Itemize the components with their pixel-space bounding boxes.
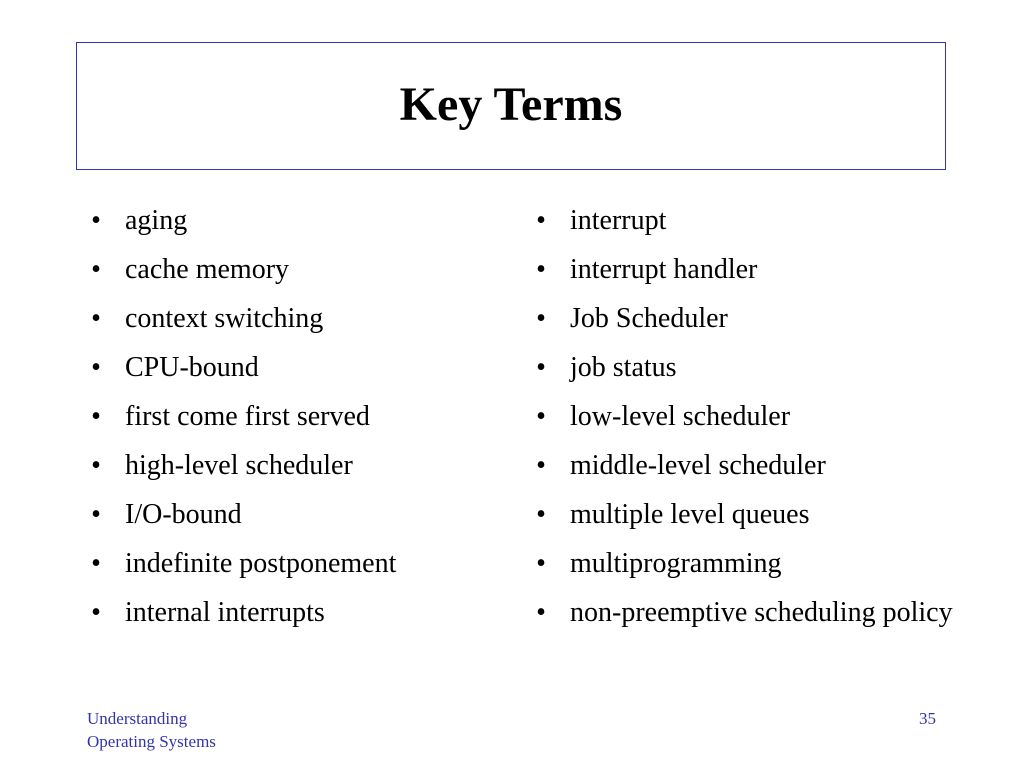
bullet-icon: • <box>536 499 546 530</box>
bullet-icon: • <box>91 499 101 530</box>
list-item <box>531 592 971 633</box>
bullet-icon: • <box>536 597 546 628</box>
term-text: middle-level scheduler <box>570 450 826 481</box>
bullet-icon: • <box>91 450 101 481</box>
list-item <box>531 249 971 290</box>
bullet-icon: • <box>91 548 101 579</box>
term-text: internal interrupts <box>125 597 325 628</box>
term-text: context switching <box>125 303 324 334</box>
list-item <box>531 445 971 486</box>
list-item <box>86 249 506 290</box>
list-item <box>531 396 971 437</box>
bullet-icon: • <box>536 548 546 579</box>
footer-line-2: Operating Systems <box>87 732 216 751</box>
term-text: multiple level queues <box>570 499 810 530</box>
term-text: job status <box>570 352 677 383</box>
left-term-list <box>86 200 506 641</box>
term-text: multiprogramming <box>570 548 782 579</box>
list-item <box>531 298 971 339</box>
slide-title: Key Terms <box>399 78 623 131</box>
list-item <box>86 347 506 388</box>
list-item <box>531 347 971 388</box>
term-text: I/O-bound <box>125 499 242 530</box>
list-item <box>86 543 506 584</box>
term-text: Job Scheduler <box>570 303 728 334</box>
page-number: 35 <box>919 709 936 728</box>
term-text: non-preemptive scheduling policy <box>570 597 953 628</box>
list-item <box>531 200 971 241</box>
title-box <box>76 42 946 170</box>
bullet-icon: • <box>536 303 546 334</box>
term-text: cache memory <box>125 254 290 285</box>
list-item <box>86 200 506 241</box>
bullet-icon: • <box>91 401 101 432</box>
bullet-icon: • <box>536 450 546 481</box>
bullet-icon: • <box>536 205 546 236</box>
term-text: CPU-bound <box>125 352 259 383</box>
bullet-icon: • <box>91 303 101 334</box>
term-text: indefinite postponement <box>125 548 397 579</box>
term-text: interrupt <box>570 205 667 236</box>
term-text: aging <box>125 205 188 236</box>
term-text: low-level scheduler <box>570 401 791 432</box>
bullet-icon: • <box>91 254 101 285</box>
list-item <box>86 592 506 633</box>
term-text: high-level scheduler <box>125 450 353 481</box>
list-item <box>531 494 971 535</box>
bullet-icon: • <box>536 401 546 432</box>
bullet-icon: • <box>536 254 546 285</box>
list-item <box>86 396 506 437</box>
list-item <box>86 494 506 535</box>
footer-line-1: Understanding <box>87 709 188 728</box>
bullet-icon: • <box>91 597 101 628</box>
footer-course-title <box>87 707 216 753</box>
term-text: interrupt handler <box>570 254 758 285</box>
right-term-list <box>531 200 971 641</box>
bullet-icon: • <box>536 352 546 383</box>
bullet-icon: • <box>91 352 101 383</box>
bullet-icon: • <box>91 205 101 236</box>
list-item <box>86 445 506 486</box>
list-item <box>86 298 506 339</box>
term-text: first come first served <box>125 401 370 432</box>
list-item <box>531 543 971 584</box>
